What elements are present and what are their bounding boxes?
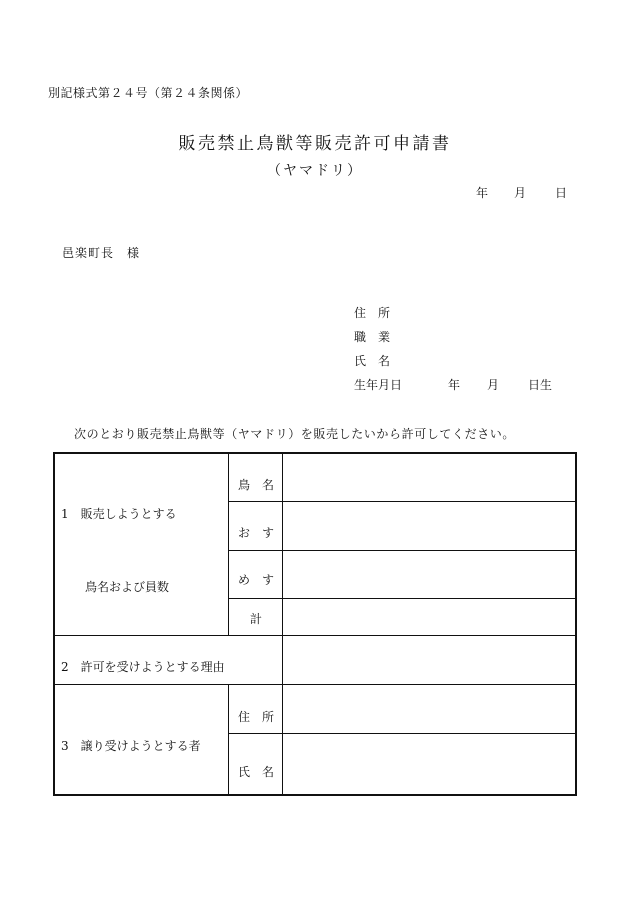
application-table — [53, 452, 577, 796]
document-subtitle: （ヤマドリ） — [267, 163, 363, 179]
female-count-label: め す — [237, 573, 274, 587]
date-day-label: 日 — [555, 186, 568, 200]
birthdate-year-label: 年 — [448, 378, 461, 392]
total-count-field[interactable] — [283, 599, 575, 635]
reason-field[interactable] — [283, 636, 575, 684]
birthdate-day-label: 日生 — [528, 378, 553, 392]
bird-name-label: 鳥 名 — [237, 478, 274, 492]
section1-label-sub: 鳥名および員数 — [85, 580, 170, 594]
date-month-label: 月 — [514, 186, 527, 200]
form-reference: 別記様式第２４号（第２４条関係） — [48, 86, 249, 100]
applicant-name-label: 氏 名 — [354, 354, 391, 368]
section3-label: 3 譲り受けようとする者 — [61, 739, 201, 753]
date-year-label: 年 — [476, 186, 489, 200]
transferee-name-field[interactable] — [283, 734, 575, 794]
applicant-address-label: 住 所 — [354, 306, 391, 320]
intro-text: 次のとおり販売禁止鳥獣等（ヤマドリ）を販売したいから許可してください。 — [74, 427, 516, 441]
applicant-occupation-label: 職 業 — [354, 330, 391, 344]
addressee: 邑楽町長 様 — [62, 246, 141, 260]
applicant-birthdate-label: 生年月日 — [354, 378, 403, 392]
transferee-address-field[interactable] — [283, 685, 575, 733]
male-count-label: お す — [237, 526, 274, 540]
male-count-field[interactable] — [283, 502, 575, 550]
document-title: 販売禁止鳥獣等販売許可申請書 — [178, 134, 452, 154]
section1-label: 1 販売しようとする — [61, 507, 177, 521]
birthdate-month-label: 月 — [487, 378, 500, 392]
total-count-label: 計 — [249, 612, 262, 626]
bird-name-field[interactable] — [283, 454, 575, 501]
section2-label: 2 許可を受けようとする理由 — [61, 660, 225, 674]
transferee-address-label: 住 所 — [237, 710, 274, 724]
female-count-field[interactable] — [283, 551, 575, 598]
transferee-name-label: 氏 名 — [237, 765, 274, 779]
